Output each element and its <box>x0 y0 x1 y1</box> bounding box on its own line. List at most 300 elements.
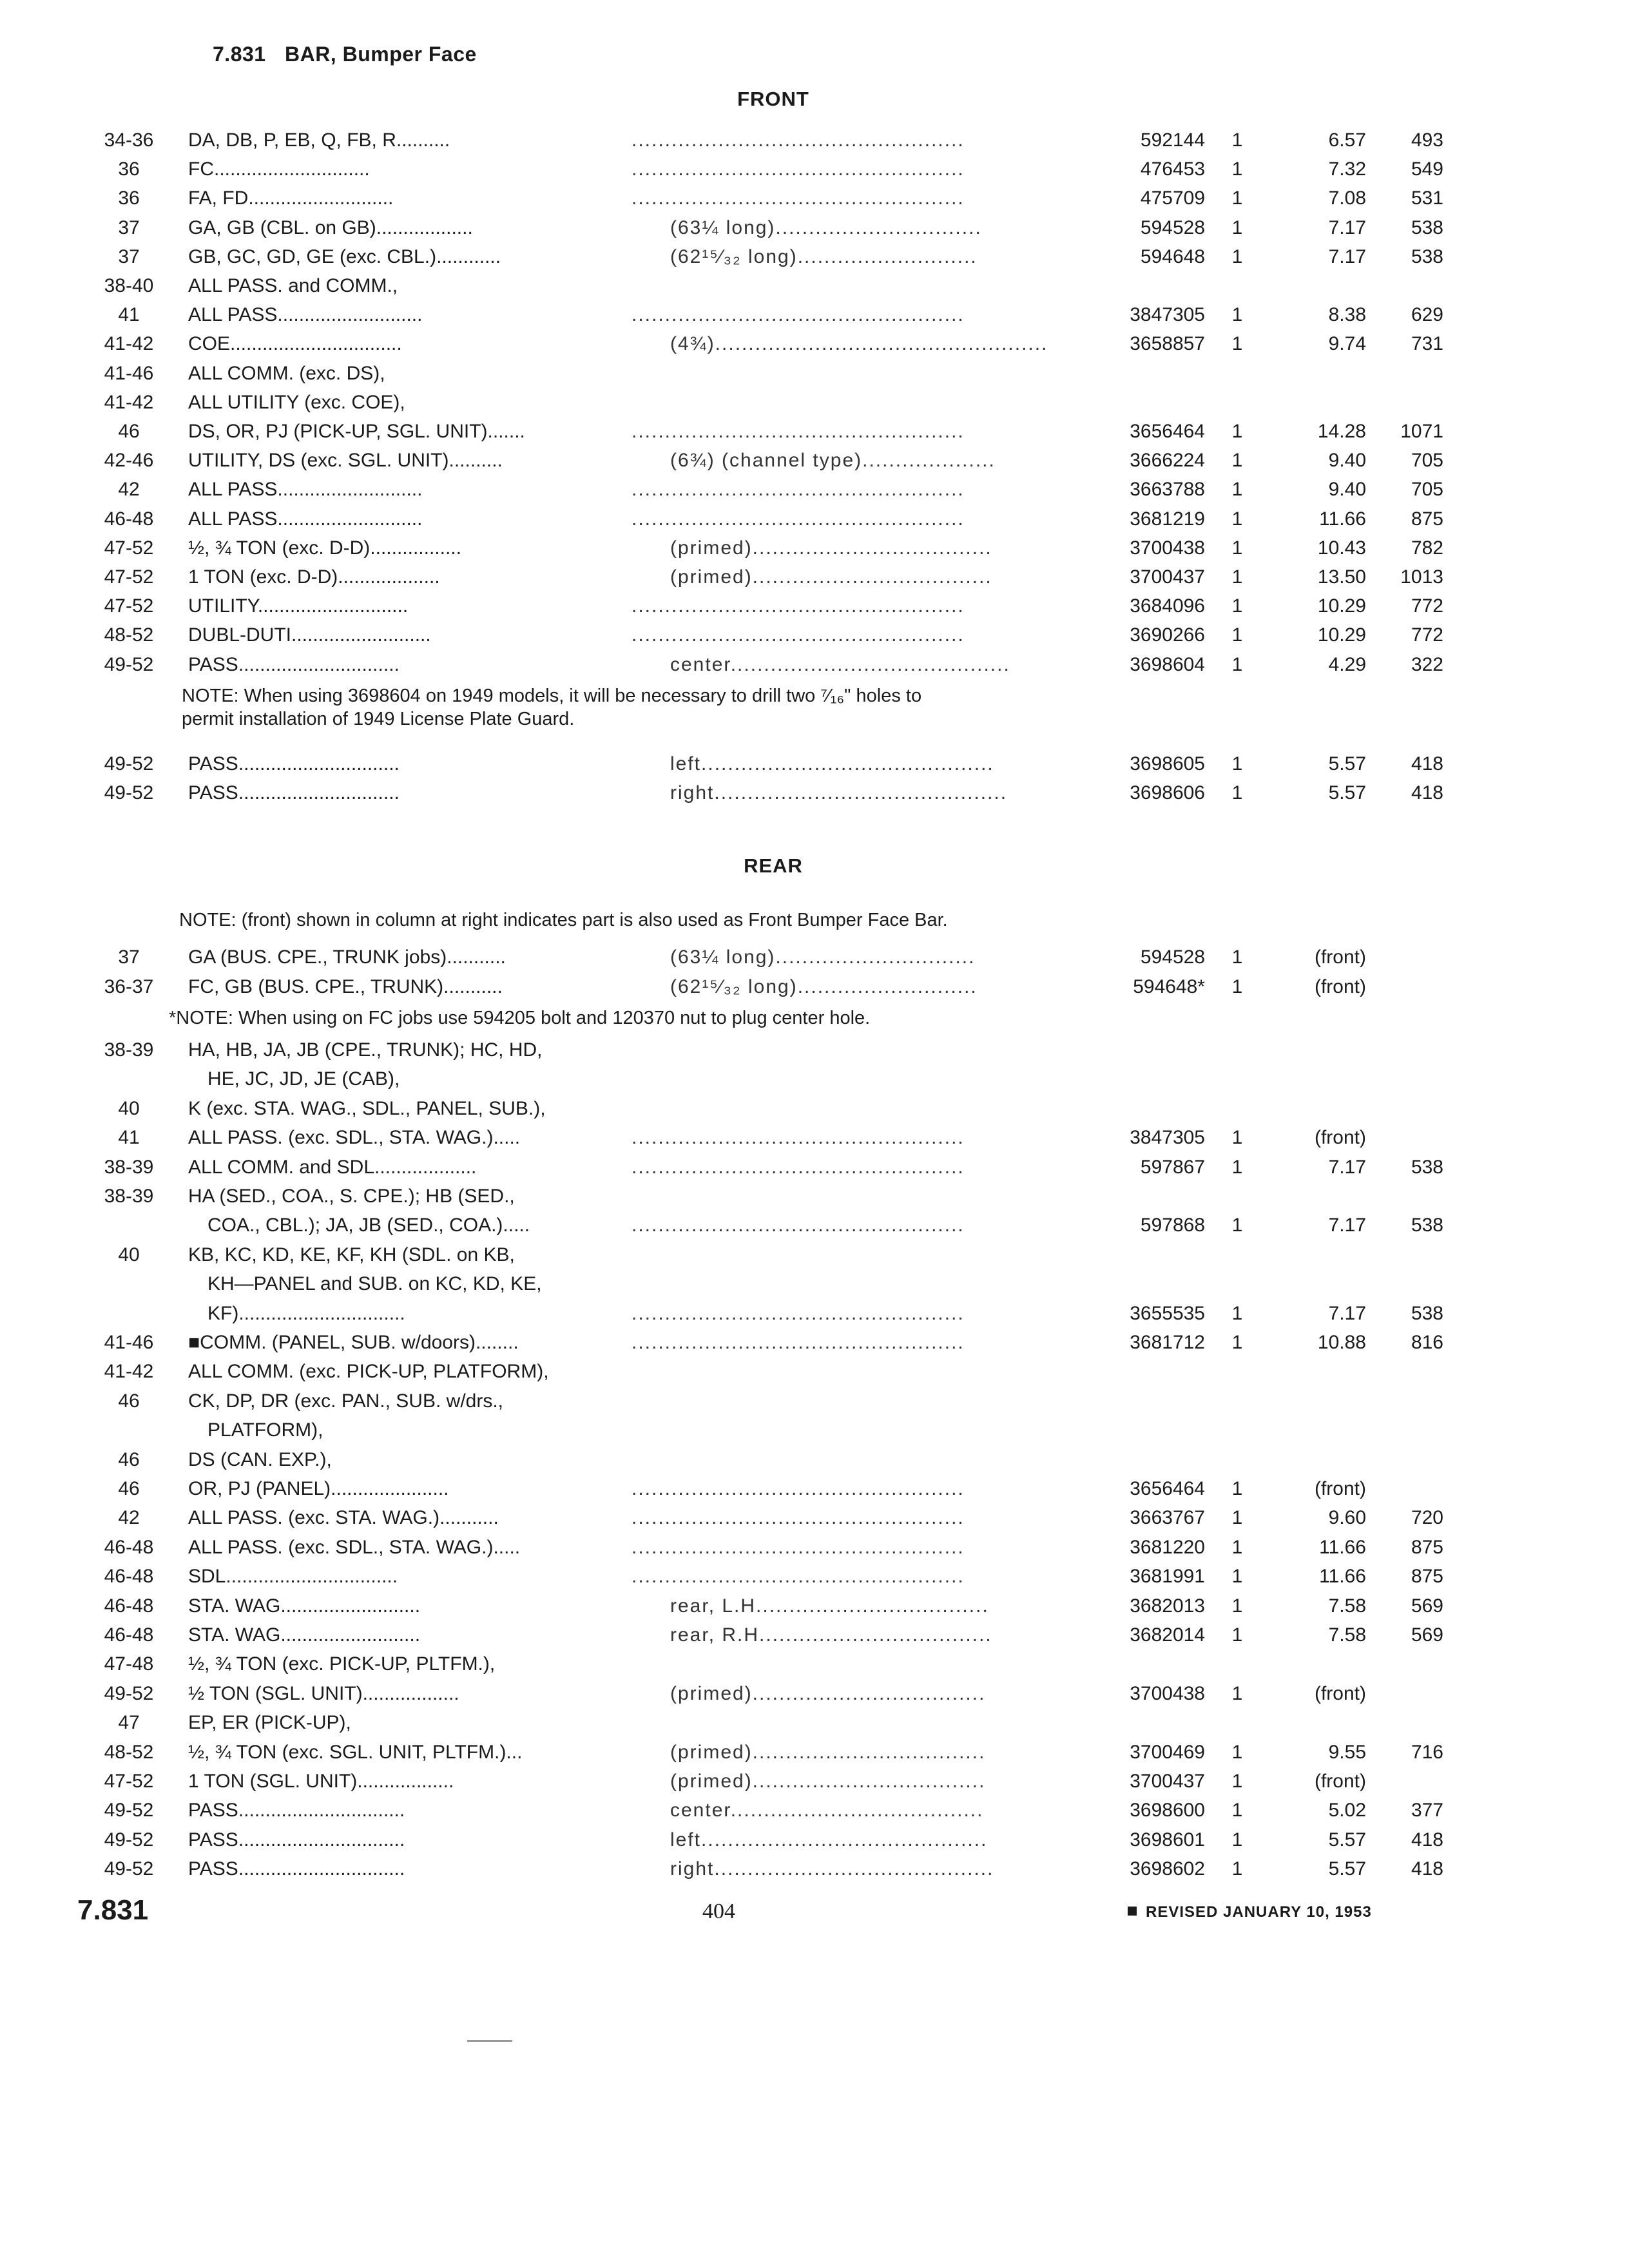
description: KH—PANEL and SUB. on KC, KD, KE, <box>207 1273 542 1295</box>
specification: (62¹⁵⁄₃₂ long)........................... <box>670 245 978 267</box>
model-years: 49-52 <box>104 1858 154 1880</box>
model-years: 40 <box>118 1244 140 1265</box>
model-years: 41 <box>118 304 140 326</box>
list-price: 7.32 <box>1328 159 1366 180</box>
front-row <box>0 563 1482 591</box>
front-row <box>0 418 1482 446</box>
front-note-line-2: permit installation of 1949 License Plate Guard. <box>182 709 575 729</box>
description: EP, ER (PICK-UP), <box>188 1712 351 1734</box>
description: ALL PASS........................... <box>188 479 423 501</box>
specification: .................................................. <box>631 1332 965 1353</box>
part-number: 597867 <box>1140 1156 1205 1178</box>
model-years: 41 <box>118 1127 140 1149</box>
model-years: 46 <box>118 1390 140 1412</box>
model-years: 49-52 <box>104 653 154 675</box>
front-row <box>0 301 1482 329</box>
model-years: 49-52 <box>104 782 154 803</box>
description: ALL PASS. (exc. SDL., STA. WAG.)..... <box>188 1536 521 1558</box>
weight: 531 <box>1411 187 1443 209</box>
part-number: 594648* <box>1133 976 1205 997</box>
part-number: 3681220 <box>1130 1536 1205 1558</box>
quantity: 1 <box>1231 1332 1243 1353</box>
front-heading: FRONT <box>737 88 809 110</box>
quantity: 1 <box>1231 566 1243 588</box>
list-price: 7.58 <box>1328 1624 1366 1646</box>
weight: 772 <box>1411 595 1443 617</box>
part-number: 3700437 <box>1130 566 1205 588</box>
model-years: 47-52 <box>104 566 154 588</box>
front-row <box>0 360 1482 388</box>
weight: 1013 <box>1400 566 1443 588</box>
quantity: 1 <box>1231 1771 1243 1792</box>
front-row <box>0 155 1482 184</box>
part-number: 3847305 <box>1130 304 1205 326</box>
model-years: 46-48 <box>104 1624 154 1646</box>
front-row <box>0 126 1482 155</box>
list-price: (front) <box>1314 976 1366 997</box>
description: FC............................. <box>188 159 370 180</box>
quantity: 1 <box>1231 624 1243 646</box>
rear-row <box>0 1329 1482 1357</box>
description: ALL PASS........................... <box>188 508 423 530</box>
part-number: 3698604 <box>1130 653 1205 675</box>
specification: (63¼ long).............................. <box>670 947 976 968</box>
list-price: 10.88 <box>1317 1332 1366 1353</box>
front-row <box>0 214 1482 242</box>
model-years: 49-52 <box>104 1800 154 1821</box>
quantity: 1 <box>1231 421 1243 442</box>
specification: (63¼ long)............................... <box>670 216 982 238</box>
part-number: 3658857 <box>1130 333 1205 355</box>
description: ALL COMM. (exc. PICK-UP, PLATFORM), <box>188 1361 549 1383</box>
weight: 538 <box>1411 245 1443 267</box>
part-number: 3682013 <box>1130 1595 1205 1617</box>
model-years: 47 <box>118 1712 140 1734</box>
specification: left........................................... <box>670 1829 988 1850</box>
weight: 418 <box>1411 1829 1443 1850</box>
rear-row <box>0 1680 1482 1708</box>
rear-row <box>0 1562 1482 1591</box>
description: COE................................ <box>188 333 402 355</box>
rear-row <box>0 1036 1482 1064</box>
list-price: 10.43 <box>1317 537 1366 559</box>
rear-row <box>0 1475 1482 1503</box>
specification: rear, R.H................................... <box>670 1624 992 1646</box>
weight: 720 <box>1411 1507 1443 1529</box>
model-years: 49-52 <box>104 753 154 774</box>
part-number: 3847305 <box>1130 1127 1205 1149</box>
list-price: 10.29 <box>1317 595 1366 617</box>
specification: (primed)................................... <box>670 1771 986 1792</box>
part-number: 475709 <box>1140 187 1205 209</box>
rear-heading: REAR <box>744 854 803 877</box>
weight: 569 <box>1411 1595 1443 1617</box>
model-years: 41-46 <box>104 362 154 384</box>
list-price: 7.17 <box>1328 245 1366 267</box>
description: DS (CAN. EXP.), <box>188 1448 332 1470</box>
list-price: 11.66 <box>1319 1536 1366 1558</box>
description: ALL PASS........................... <box>188 304 423 326</box>
specification: .................................................. <box>631 159 965 180</box>
model-years: 42-46 <box>104 450 154 472</box>
part-number: 3666224 <box>1130 450 1205 472</box>
model-years: 36 <box>118 159 140 180</box>
quantity: 1 <box>1231 130 1243 151</box>
quantity: 1 <box>1231 508 1243 530</box>
part-number: 3663788 <box>1130 479 1205 501</box>
description: PASS.............................. <box>188 653 400 675</box>
description: STA. WAG.......................... <box>188 1624 421 1646</box>
list-price: 4.29 <box>1328 653 1366 675</box>
weight: 816 <box>1411 1332 1443 1353</box>
list-price: 13.50 <box>1317 566 1366 588</box>
rear-row <box>0 1211 1482 1240</box>
specification: .................................................. <box>631 1156 965 1178</box>
description: PASS............................... <box>188 1858 405 1880</box>
specification: .................................................. <box>631 1566 965 1588</box>
rear-row <box>0 1533 1482 1562</box>
rear-row <box>0 1446 1482 1474</box>
front-row <box>0 243 1482 271</box>
weight: 538 <box>1411 1215 1443 1236</box>
rear-row <box>0 1182 1482 1211</box>
description: KF)............................... <box>207 1302 405 1324</box>
quantity: 1 <box>1231 450 1243 472</box>
part-number: 3663767 <box>1130 1507 1205 1529</box>
weight: 569 <box>1411 1624 1443 1646</box>
list-price: 7.58 <box>1328 1595 1366 1617</box>
model-years: 48-52 <box>104 624 154 646</box>
rear-row <box>0 1855 1482 1883</box>
front-row <box>0 621 1482 649</box>
description: HE, JC, JD, JE (CAB), <box>207 1068 400 1090</box>
model-years: 42 <box>118 1507 140 1529</box>
description: COA., CBL.); JA, JB (SED., COA.)..... <box>207 1215 530 1236</box>
rear-row <box>0 1241 1482 1269</box>
list-price: (front) <box>1314 1127 1366 1149</box>
rear-row <box>0 973 1482 1001</box>
description: GA (BUS. CPE., TRUNK jobs)........... <box>188 947 506 968</box>
list-price: 9.40 <box>1328 450 1366 472</box>
list-price: 9.55 <box>1328 1741 1366 1763</box>
list-price: 5.57 <box>1328 753 1366 774</box>
part-number: 3681712 <box>1130 1332 1205 1353</box>
quantity: 1 <box>1231 1624 1243 1646</box>
list-price: (front) <box>1314 947 1366 968</box>
list-price: 7.17 <box>1328 1302 1366 1324</box>
front-row <box>0 476 1482 504</box>
description: ■COMM. (PANEL, SUB. w/doors)........ <box>188 1332 519 1353</box>
part-number: 3700438 <box>1130 537 1205 559</box>
footer-section-code: 7.831 <box>77 1894 149 1926</box>
part-number: 3684096 <box>1130 595 1205 617</box>
description: KB, KC, KD, KE, KF, KH (SDL. on KB, <box>188 1244 515 1265</box>
rear-note: NOTE: (front) shown in column at right indicates part is also used as Front Bumper Face Bar. <box>179 910 948 930</box>
weight: 377 <box>1411 1800 1443 1821</box>
section-code: 7.831 <box>213 43 266 66</box>
quantity: 1 <box>1231 1682 1243 1704</box>
model-years: 37 <box>118 245 140 267</box>
model-years: 40 <box>118 1097 140 1119</box>
weight: 772 <box>1411 624 1443 646</box>
description: STA. WAG.......................... <box>188 1595 421 1617</box>
description: PASS............................... <box>188 1800 405 1821</box>
model-years: 49-52 <box>104 1682 154 1704</box>
specification: .................................................. <box>631 421 965 442</box>
specification: right.......................................... <box>670 1858 994 1880</box>
weight: 705 <box>1411 479 1443 501</box>
part-number: 3656464 <box>1130 421 1205 442</box>
list-price: 11.66 <box>1319 1566 1366 1588</box>
specification: .................................................. <box>631 1215 965 1236</box>
rear-row <box>0 1124 1482 1152</box>
model-years: 47-48 <box>104 1653 154 1675</box>
rear-row <box>0 1270 1482 1298</box>
specification: .................................................. <box>631 1302 965 1324</box>
weight: 418 <box>1411 782 1443 803</box>
rear-row <box>0 1065 1482 1093</box>
list-price: 7.08 <box>1328 187 1366 209</box>
section-title: BAR, Bumper Face <box>284 43 477 66</box>
description: PLATFORM), <box>207 1419 323 1441</box>
description: SDL................................ <box>188 1566 398 1588</box>
weight: 493 <box>1411 130 1443 151</box>
rear-row <box>0 1095 1482 1123</box>
weight: 716 <box>1411 1741 1443 1763</box>
model-years: 38-39 <box>104 1186 154 1207</box>
specification: .................................................. <box>631 508 965 530</box>
part-number: 597868 <box>1140 1215 1205 1236</box>
specification: (primed).................................... <box>670 566 992 588</box>
model-years: 49-52 <box>104 1829 154 1850</box>
quantity: 1 <box>1231 1302 1243 1324</box>
model-years: 46 <box>118 1478 140 1499</box>
specification: (primed)................................... <box>670 1682 986 1704</box>
list-price: 11.66 <box>1319 508 1366 530</box>
revision-date: REVISED JANUARY 10, 1953 <box>1146 1903 1372 1921</box>
weight: 629 <box>1411 304 1443 326</box>
list-price: 5.57 <box>1328 1858 1366 1880</box>
weight: 875 <box>1411 508 1443 530</box>
description: DUBL-DUTI.......................... <box>188 624 431 646</box>
list-price: 9.60 <box>1328 1507 1366 1529</box>
description: ½, ¾ TON (exc. PICK-UP, PLTFM.), <box>188 1653 496 1675</box>
part-number: 3700438 <box>1130 1682 1205 1704</box>
part-number: 3698600 <box>1130 1800 1205 1821</box>
quantity: 1 <box>1231 1478 1243 1499</box>
description: K (exc. STA. WAG., SDL., PANEL, SUB.), <box>188 1097 546 1119</box>
quantity: 1 <box>1231 537 1243 559</box>
front-row <box>0 272 1482 300</box>
model-years: 34-36 <box>104 130 154 151</box>
quantity: 1 <box>1231 1829 1243 1850</box>
weight: 538 <box>1411 216 1443 238</box>
description: 1 TON (exc. D-D)................... <box>188 566 440 588</box>
part-number: 3690266 <box>1130 624 1205 646</box>
description: UTILITY, DS (exc. SGL. UNIT).......... <box>188 450 503 472</box>
part-number: 592144 <box>1140 130 1205 151</box>
bullet-icon <box>1128 1907 1137 1916</box>
description: UTILITY............................ <box>188 595 409 617</box>
model-years: 41-42 <box>104 333 154 355</box>
description: FC, GB (BUS. CPE., TRUNK)........... <box>188 976 503 997</box>
front-row <box>0 534 1482 562</box>
list-price: 5.57 <box>1328 1829 1366 1850</box>
specification: right............................................ <box>670 782 1008 803</box>
rear-row <box>0 1796 1482 1825</box>
front-row <box>0 330 1482 358</box>
description: 1 TON (SGL. UNIT).................. <box>188 1771 454 1792</box>
specification: left............................................ <box>670 753 994 774</box>
front-row <box>0 779 1482 807</box>
quantity: 1 <box>1231 304 1243 326</box>
specification: center...................................... <box>670 1800 984 1821</box>
description: CK, DP, DR (exc. PAN., SUB. w/drs., <box>188 1390 503 1412</box>
weight: 705 <box>1411 450 1443 472</box>
description: DA, DB, P, EB, Q, FB, R.......... <box>188 130 450 151</box>
description: HA, HB, JA, JB (CPE., TRUNK); HC, HD, <box>188 1039 543 1061</box>
rear-row <box>0 1767 1482 1796</box>
revision-note <box>1128 1903 1372 1921</box>
quantity: 1 <box>1231 159 1243 180</box>
specification: center.......................................... <box>670 653 1010 675</box>
description: ½, ¾ TON (exc. SGL. UNIT, PLTFM.)... <box>188 1741 523 1763</box>
specification: (4¾).................................................. <box>670 333 1048 355</box>
model-years: 48-52 <box>104 1741 154 1763</box>
specification: .................................................. <box>631 1478 965 1499</box>
description: ½ TON (SGL. UNIT).................. <box>188 1682 459 1704</box>
quantity: 1 <box>1231 1215 1243 1236</box>
description: ALL PASS. (exc. SDL., STA. WAG.)..... <box>188 1127 521 1149</box>
list-price: 7.17 <box>1328 1156 1366 1178</box>
quantity: 1 <box>1231 333 1243 355</box>
description: ALL COMM. (exc. DS), <box>188 362 385 384</box>
model-years: 46-48 <box>104 1566 154 1588</box>
description: FA, FD........................... <box>188 187 394 209</box>
model-years: 41-46 <box>104 1332 154 1353</box>
rear-row <box>0 1621 1482 1649</box>
page-header <box>213 43 477 66</box>
part-number: 3682014 <box>1130 1624 1205 1646</box>
part-number: 3681991 <box>1130 1566 1205 1588</box>
quantity: 1 <box>1231 187 1243 209</box>
list-price: 10.29 <box>1317 624 1366 646</box>
model-years: 38-39 <box>104 1156 154 1178</box>
quantity: 1 <box>1231 782 1243 803</box>
description: ALL UTILITY (exc. COE), <box>188 391 405 413</box>
quantity: 1 <box>1231 1741 1243 1763</box>
weight: 875 <box>1411 1566 1443 1588</box>
model-years: 47-52 <box>104 1771 154 1792</box>
quantity: 1 <box>1231 1595 1243 1617</box>
list-price: 8.38 <box>1328 304 1366 326</box>
specification: .................................................. <box>631 624 965 646</box>
part-number: 3698601 <box>1130 1829 1205 1850</box>
front-row <box>0 505 1482 533</box>
specification: .................................................. <box>631 595 965 617</box>
list-price: (front) <box>1314 1682 1366 1704</box>
weight: 538 <box>1411 1302 1443 1324</box>
quantity: 1 <box>1231 216 1243 238</box>
description: HA (SED., COA., S. CPE.); HB (SED., <box>188 1186 515 1207</box>
quantity: 1 <box>1231 245 1243 267</box>
list-price: 7.17 <box>1328 216 1366 238</box>
rear-row <box>0 1358 1482 1386</box>
part-number: 476453 <box>1140 159 1205 180</box>
front-row <box>0 651 1482 679</box>
list-price: (front) <box>1314 1478 1366 1499</box>
rear-row <box>0 1504 1482 1532</box>
part-number: 3698605 <box>1130 753 1205 774</box>
part-number: 3698606 <box>1130 782 1205 803</box>
model-years: 46-48 <box>104 1536 154 1558</box>
front-row <box>0 750 1482 778</box>
quantity: 1 <box>1231 976 1243 997</box>
part-number: 594648 <box>1140 245 1205 267</box>
list-price: 5.57 <box>1328 782 1366 803</box>
model-years: 36-37 <box>104 976 154 997</box>
part-number: 594528 <box>1140 216 1205 238</box>
specification: .................................................. <box>631 479 965 501</box>
list-price: 6.57 <box>1328 130 1366 151</box>
description: GA, GB (CBL. on GB).................. <box>188 216 473 238</box>
description: ALL PASS. and COMM., <box>188 275 398 296</box>
list-price: 9.74 <box>1328 333 1366 355</box>
quantity: 1 <box>1231 1536 1243 1558</box>
part-number: 3700437 <box>1130 1771 1205 1792</box>
weight: 782 <box>1411 537 1443 559</box>
rear-row <box>0 1416 1482 1445</box>
rear-row <box>0 1387 1482 1416</box>
model-years: 47-52 <box>104 537 154 559</box>
weight: 549 <box>1411 159 1443 180</box>
rear-row <box>0 1300 1482 1328</box>
model-years: 41-42 <box>104 391 154 413</box>
quantity: 1 <box>1231 1566 1243 1588</box>
rear-row <box>0 1709 1482 1737</box>
model-years: 42 <box>118 479 140 501</box>
rear-row <box>0 943 1482 972</box>
specification: .................................................. <box>631 187 965 209</box>
quantity: 1 <box>1231 947 1243 968</box>
quantity: 1 <box>1231 753 1243 774</box>
model-years: 38-39 <box>104 1039 154 1061</box>
specification: (primed)................................... <box>670 1741 986 1763</box>
description: GB, GC, GD, GE (exc. CBL.)............ <box>188 245 501 267</box>
description: PASS.............................. <box>188 782 400 803</box>
model-years: 37 <box>118 947 140 968</box>
quantity: 1 <box>1231 1858 1243 1880</box>
description: OR, PJ (PANEL)...................... <box>188 1478 449 1499</box>
specification: .................................................. <box>631 130 965 151</box>
quantity: 1 <box>1231 1800 1243 1821</box>
front-row <box>0 447 1482 475</box>
model-years: 41-42 <box>104 1361 154 1383</box>
weight: 731 <box>1411 333 1443 355</box>
rear-row <box>0 1650 1482 1678</box>
model-years: 46 <box>118 421 140 442</box>
specification: .................................................. <box>631 1507 965 1529</box>
list-price: 14.28 <box>1317 421 1366 442</box>
rear-row <box>0 1738 1482 1767</box>
front-note-line-1: NOTE: When using 3698604 on 1949 models, it will be necessary to drill two ⁷⁄₁₆" holes to <box>182 686 922 706</box>
part-number: 3681219 <box>1130 508 1205 530</box>
model-years: 46-48 <box>104 508 154 530</box>
part-number: 3655535 <box>1130 1302 1205 1324</box>
list-price: (front) <box>1314 1771 1366 1792</box>
specification: (62¹⁵⁄₃₂ long)........................... <box>670 976 978 997</box>
quantity: 1 <box>1231 1156 1243 1178</box>
